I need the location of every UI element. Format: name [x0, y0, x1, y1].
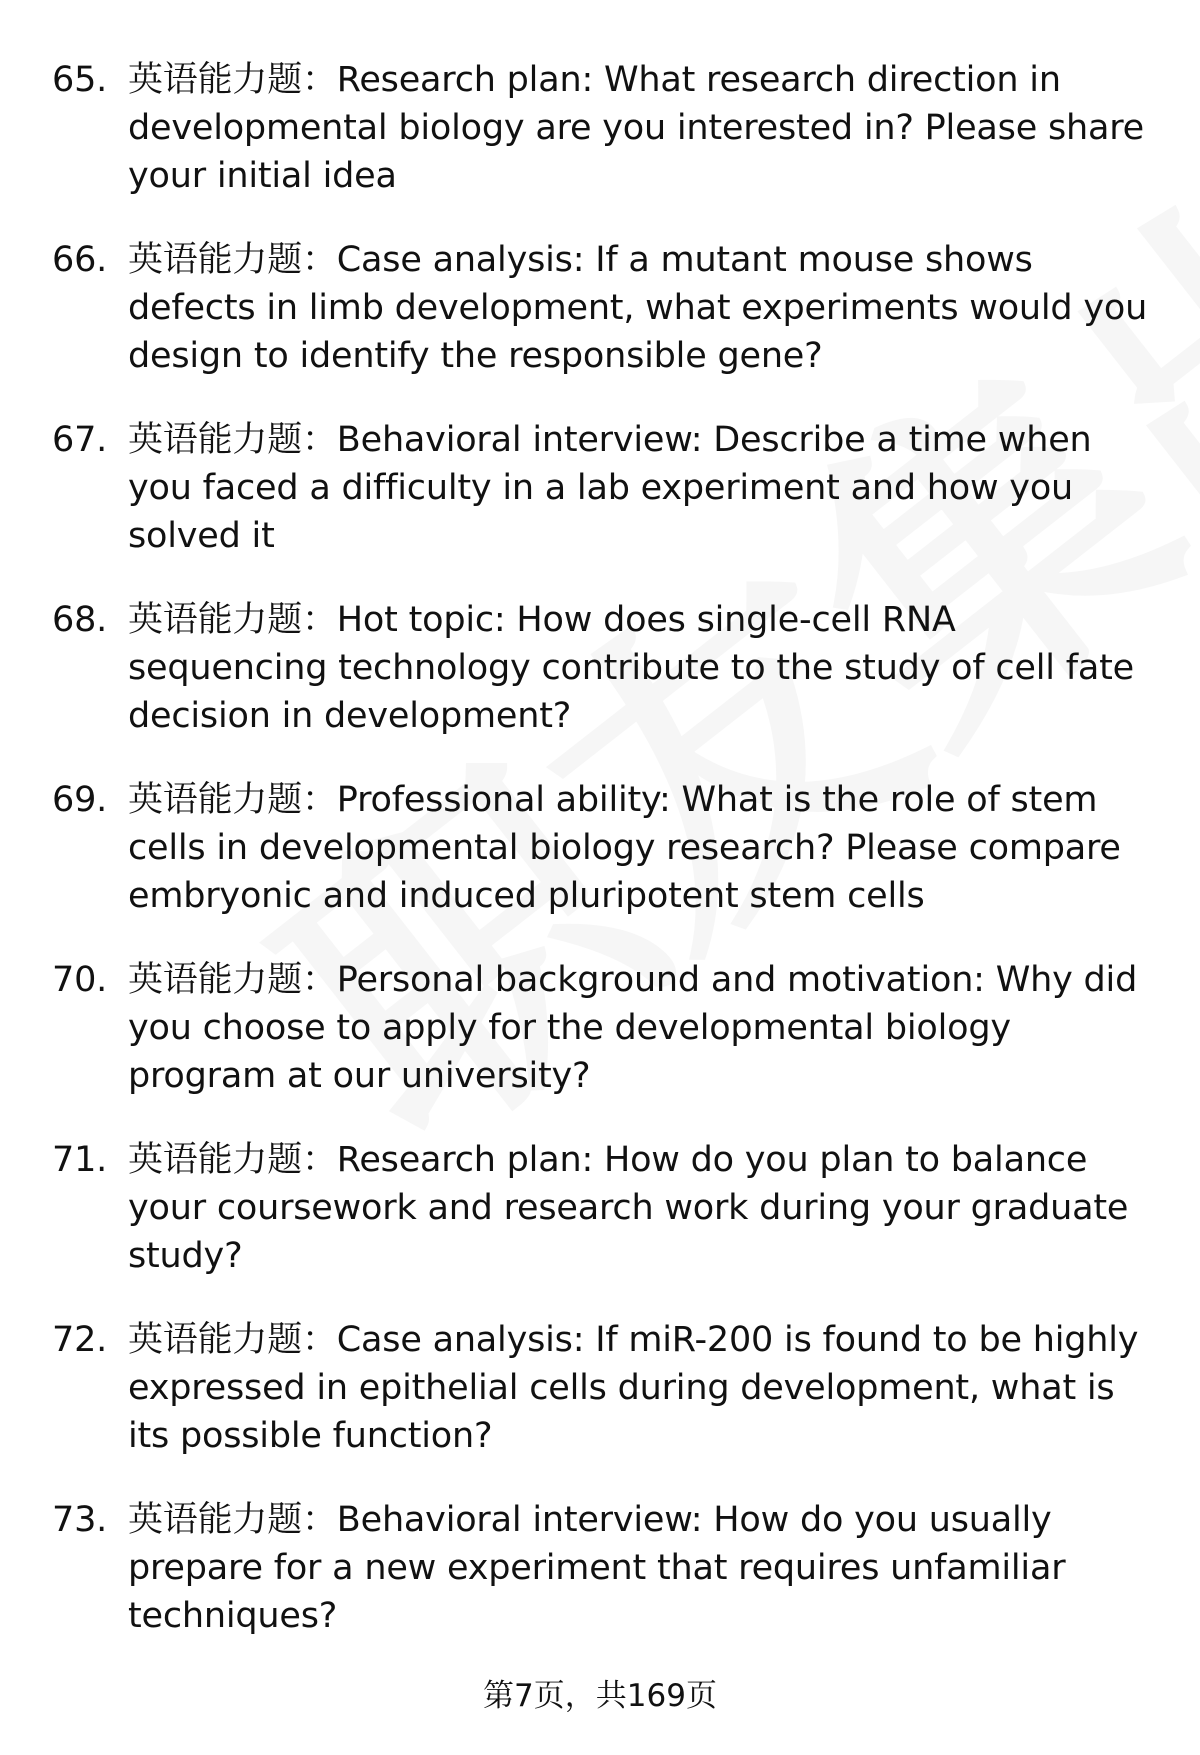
question-number: 70. [52, 960, 108, 1000]
question-text: 英语能力题：Case analysis: If miR-200 is found to be highly expressed in epithelial cells during development, what is its possible function? [128, 1320, 1139, 1456]
question-number: 68. [52, 600, 108, 640]
page-footer: 第7页，共169页 [483, 1678, 717, 1714]
question-item [52, 1136, 1160, 1280]
question-item [52, 596, 1160, 740]
question-text: 英语能力题：Research plan: What research direction in developmental biology are you interested in? Please share your initial idea [128, 60, 1144, 196]
question-number: 71. [52, 1140, 108, 1180]
question-item [52, 776, 1160, 920]
question-text: 英语能力题：Hot topic: How does single-cell RNA sequencing technology contribute to the study of cell fate decision in development? [128, 600, 1134, 736]
question-text: 英语能力题：Behavioral interview: Describe a time when you faced a difficulty in a lab experiment and how you solved it [128, 420, 1092, 556]
question-number: 69. [52, 780, 108, 820]
question-item [52, 56, 1160, 200]
question-item [52, 416, 1160, 560]
question-text: 英语能力题：Personal background and motivation: Why did you choose to apply for the developmental biology program at our university? [128, 960, 1138, 1096]
question-item [52, 956, 1160, 1100]
question-number: 65. [52, 60, 108, 100]
question-text: 英语能力题：Professional ability: What is the role of stem cells in developmental biology research? Please compare embryonic and induced pluripotent stem cells [128, 780, 1121, 916]
question-item [52, 1496, 1160, 1640]
question-number: 72. [52, 1320, 108, 1360]
question-number: 67. [52, 420, 108, 460]
question-item [52, 236, 1160, 380]
question-text: 英语能力题：Case analysis: If a mutant mouse shows defects in limb development, what experiments would you design to identify the responsible gene? [128, 240, 1148, 376]
question-item [52, 1316, 1160, 1460]
question-number: 66. [52, 240, 108, 280]
question-list [52, 56, 1160, 1676]
question-number: 73. [52, 1500, 108, 1540]
question-text: 英语能力题：Research plan: How do you plan to balance your coursework and research work during your graduate study? [128, 1140, 1129, 1276]
question-text: 英语能力题：Behavioral interview: How do you usually prepare for a new experiment that requires unfamiliar techniques? [128, 1500, 1066, 1636]
